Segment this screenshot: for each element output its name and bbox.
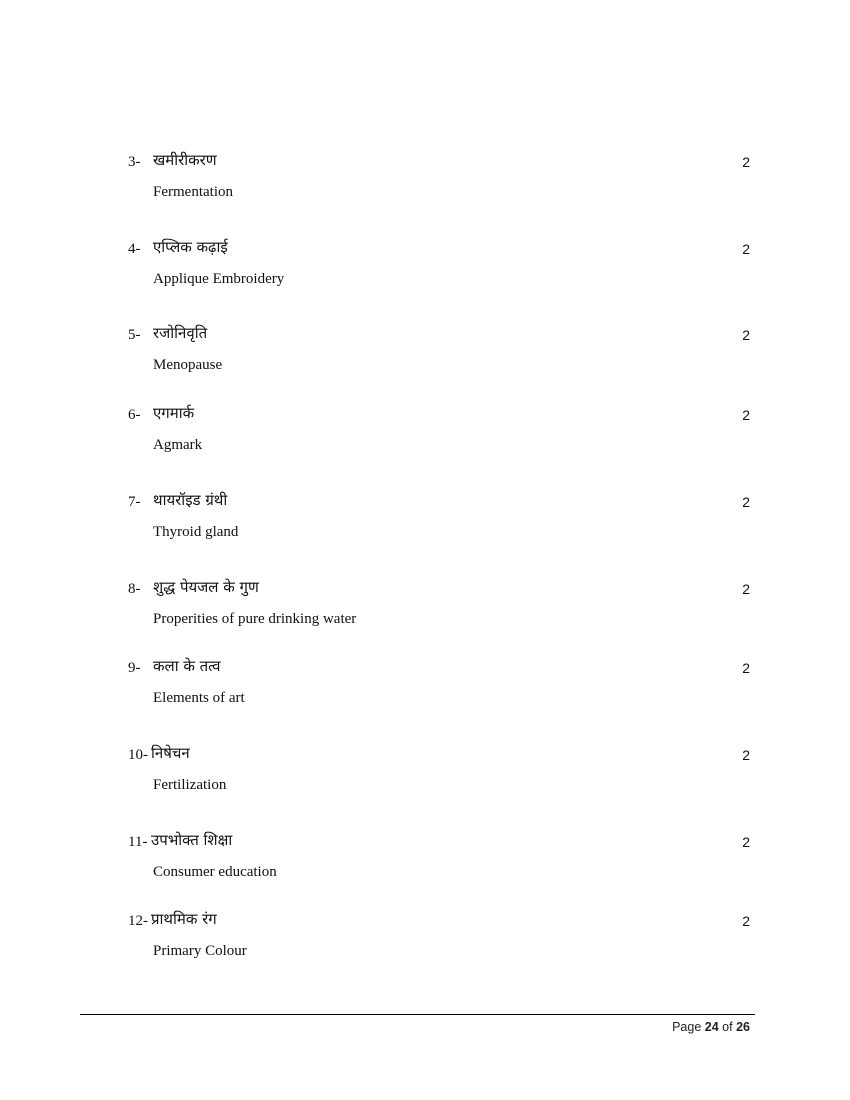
- current-page: 24: [704, 1020, 719, 1034]
- question-12: [128, 909, 750, 969]
- question-number: 12-: [128, 913, 148, 929]
- question-6: [128, 403, 750, 463]
- page-word: Page: [672, 1020, 702, 1034]
- question-heading: [128, 403, 750, 427]
- question-heading: [128, 323, 750, 347]
- question-marks: 2: [742, 494, 750, 510]
- footer-divider: [80, 1014, 755, 1015]
- question-9: [128, 656, 750, 716]
- question-english-text: Elements of art: [153, 690, 245, 706]
- question-marks: 2: [742, 241, 750, 257]
- question-hindi-text: उपभोक्त शिक्षा: [151, 831, 233, 849]
- question-number: 4-: [128, 241, 141, 257]
- question-7: [128, 490, 750, 550]
- question-heading: [128, 577, 750, 601]
- question-english-text: Consumer education: [153, 864, 277, 880]
- question-11: [128, 830, 750, 890]
- question-english-text: Applique Embroidery: [153, 271, 285, 287]
- question-english-text: Fermentation: [153, 184, 233, 200]
- question-number: 9-: [128, 660, 141, 676]
- question-marks: 2: [742, 660, 750, 676]
- question-heading: [128, 490, 750, 514]
- question-number: 8-: [128, 581, 141, 597]
- question-number: 7-: [128, 494, 141, 510]
- question-marks: 2: [742, 154, 750, 170]
- question-number: 10-: [128, 747, 148, 763]
- question-marks: 2: [742, 407, 750, 423]
- question-hindi-text: कला के तत्व: [153, 657, 221, 675]
- question-heading: [128, 150, 750, 174]
- total-pages: 26: [736, 1020, 750, 1034]
- question-heading: [128, 830, 750, 854]
- question-5: [128, 323, 750, 383]
- question-hindi-text: रजोनिवृति: [153, 324, 208, 342]
- question-hindi-text: एप्लिक कढ़ाई: [153, 238, 228, 256]
- question-hindi-text: प्राथमिक रंग: [151, 910, 217, 928]
- question-english-text: Primary Colour: [153, 943, 247, 959]
- question-marks: 2: [742, 327, 750, 343]
- question-10: [128, 743, 750, 803]
- question-number: 5-: [128, 327, 141, 343]
- question-number: 11-: [128, 834, 148, 850]
- question-english-text: Properities of pure drinking water: [153, 611, 357, 627]
- question-hindi-text: थायरॉइड ग्रंथी: [153, 491, 228, 509]
- question-heading: [128, 237, 750, 261]
- question-heading: [128, 656, 750, 680]
- question-english-text: Agmark: [153, 437, 203, 453]
- question-3: [128, 150, 750, 210]
- question-number: 6-: [128, 407, 141, 423]
- question-english-text: Thyroid gland: [153, 524, 239, 540]
- question-heading: [128, 743, 750, 767]
- question-8: [128, 577, 750, 637]
- question-marks: 2: [742, 747, 750, 763]
- question-number: 3-: [128, 154, 141, 170]
- page-number: [672, 1019, 750, 1035]
- question-hindi-text: निषेचन: [151, 744, 190, 762]
- question-heading: [128, 909, 750, 933]
- question-english-text: Fertilization: [153, 777, 227, 793]
- of-word: of: [722, 1020, 733, 1034]
- question-marks: 2: [742, 834, 750, 850]
- question-marks: 2: [742, 581, 750, 597]
- question-hindi-text: एगमार्क: [153, 404, 195, 422]
- question-4: [128, 237, 750, 297]
- question-marks: 2: [742, 913, 750, 929]
- question-hindi-text: शुद्ध पेयजल के गुण: [153, 578, 259, 596]
- question-english-text: Menopause: [153, 357, 223, 373]
- question-hindi-text: खमीरीकरण: [153, 151, 217, 169]
